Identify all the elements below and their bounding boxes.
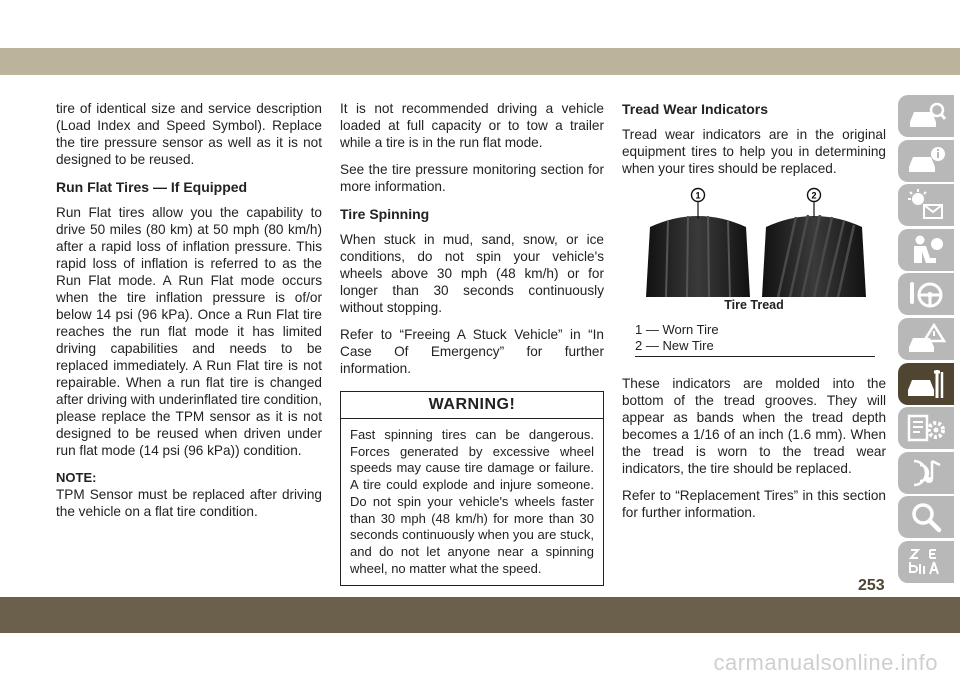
footer-band xyxy=(0,597,960,633)
tread-wear-heading: Tread Wear Indicators xyxy=(622,101,769,117)
legend-item-new-tire: 2 — New Tire xyxy=(635,338,714,353)
car-info-icon xyxy=(906,145,946,177)
chapter-tabs xyxy=(898,95,954,586)
car-inspection-icon xyxy=(906,100,946,132)
tab-seat-airbag[interactable] xyxy=(898,229,954,271)
tab-warning-lights[interactable] xyxy=(898,184,954,226)
run-flat-paragraph: Run Flat tires allow you the capability to drive 50 miles (80 km) at 50 mph (80 km/h) after a rapid loss of inflation pressure. This rapid loss of inflation is referred to as the Run Flat mode. A Run Flat mode occurs when the tire inflation pressure is of/or below 14 psi (96 kPa). Once a Run Flat tire reaches the run flat mode it has limited driving capabilities and needs to be replaced immediately. A Run Flat tire is not repairable. When a run flat tire is changed after driving with underinflated tire condition, please replace the TPM sensor as it is not designed to be reused when driven under run flat mode (14 psi (96 kPa)) condition. xyxy=(56,205,322,458)
replacement-reference: Refer to “Replacement Tires” in this section for further information. xyxy=(622,488,886,520)
warning-lights-icon xyxy=(906,189,946,221)
tread-wear-intro: Tread wear indicators are in the original equipment tires to help you in determining when your tires should be replaced. xyxy=(622,127,886,176)
indicators-paragraph: These indicators are molded into the bottom of the tread grooves. They will appear as bands when the tread depth becomes a 1/16 of an inch (1.6 mm). When the tread is worn to the tread wear indicators, the tire should be replaced. xyxy=(622,376,886,476)
new-tire-graphic xyxy=(762,189,866,298)
page-number: 253 xyxy=(858,577,885,594)
hazard-car-icon xyxy=(906,323,946,355)
worn-tire-graphic xyxy=(646,189,750,298)
tab-index[interactable] xyxy=(898,541,954,583)
music-navigation-icon xyxy=(906,457,946,489)
figure-legend xyxy=(635,322,875,357)
steering-wheel-icon xyxy=(906,278,946,310)
tab-car-info[interactable] xyxy=(898,140,954,182)
callout-2: 2 xyxy=(811,190,817,201)
seat-airbag-icon xyxy=(906,234,946,266)
tire-tread-image xyxy=(638,187,874,297)
warning-text: Fast spinning tires can be dangerous. Forces generated by excessive wheel speeds may cause tire damage or failure. A tire could explode and injure someone. Do not spin your vehicle's wheels faster than 30 mph (48 km/h) for more than 30 seconds continuously when you are stuck, and do not let anyone near a spinning wheel, no matter what the speed. xyxy=(350,427,594,576)
towing-paragraph: It is not recommended driving a vehicle loaded at full capacity or to tow a trailer while a tire is in the run flat mode. xyxy=(340,101,604,150)
tire-spinning-heading: Tire Spinning xyxy=(340,206,430,222)
tab-search[interactable] xyxy=(898,496,954,538)
maintenance-gear-icon xyxy=(906,412,946,444)
tab-music-navigation[interactable] xyxy=(898,452,954,494)
note-paragraph: TPM Sensor must be replaced after driving the vehicle on a flat tire condition. xyxy=(56,487,322,519)
tab-car-inspection[interactable] xyxy=(898,95,954,137)
note-label: NOTE: xyxy=(56,470,97,485)
tab-car-tools[interactable] xyxy=(898,363,954,405)
run-flat-heading: Run Flat Tires — If Equipped xyxy=(56,179,248,195)
column-middle xyxy=(340,100,604,596)
stuck-vehicle-reference: Refer to “Freeing A Stuck Vehicle” in “In Case Of Emergency” for further information. xyxy=(340,327,604,376)
tpms-reference-paragraph: See the tire pressure monitoring section for more information. xyxy=(340,162,604,194)
intro-paragraph: tire of identical size and service description (Load Index and Speed Symbol). Replace the tire pressure sensor as well as it is not designed to be reused. xyxy=(56,101,322,167)
warning-box xyxy=(340,391,604,586)
callout-1: 1 xyxy=(695,190,701,201)
watermark: carmanualsonline.info xyxy=(713,650,938,675)
car-tools-icon xyxy=(906,368,946,400)
tab-maintenance-gear[interactable] xyxy=(898,407,954,449)
warning-title: WARNING! xyxy=(341,392,603,419)
tab-steering-wheel[interactable] xyxy=(898,273,954,315)
index-letters-icon xyxy=(906,546,946,578)
tab-hazard-car[interactable] xyxy=(898,318,954,360)
column-left xyxy=(56,100,322,530)
tire-tread-figure xyxy=(622,187,886,357)
column-right xyxy=(622,100,886,531)
legend-item-worn-tire: 1 — Worn Tire xyxy=(635,322,719,337)
search-icon xyxy=(906,501,946,533)
figure-caption: Tire Tread xyxy=(724,298,784,312)
tire-spinning-paragraph: When stuck in mud, sand, snow, or ice conditions, do not spin your vehicle's wheels above 30 mph (48 km/h) or for longer than 30 seconds continuously without stopping. xyxy=(340,232,604,315)
header-band xyxy=(0,48,960,75)
